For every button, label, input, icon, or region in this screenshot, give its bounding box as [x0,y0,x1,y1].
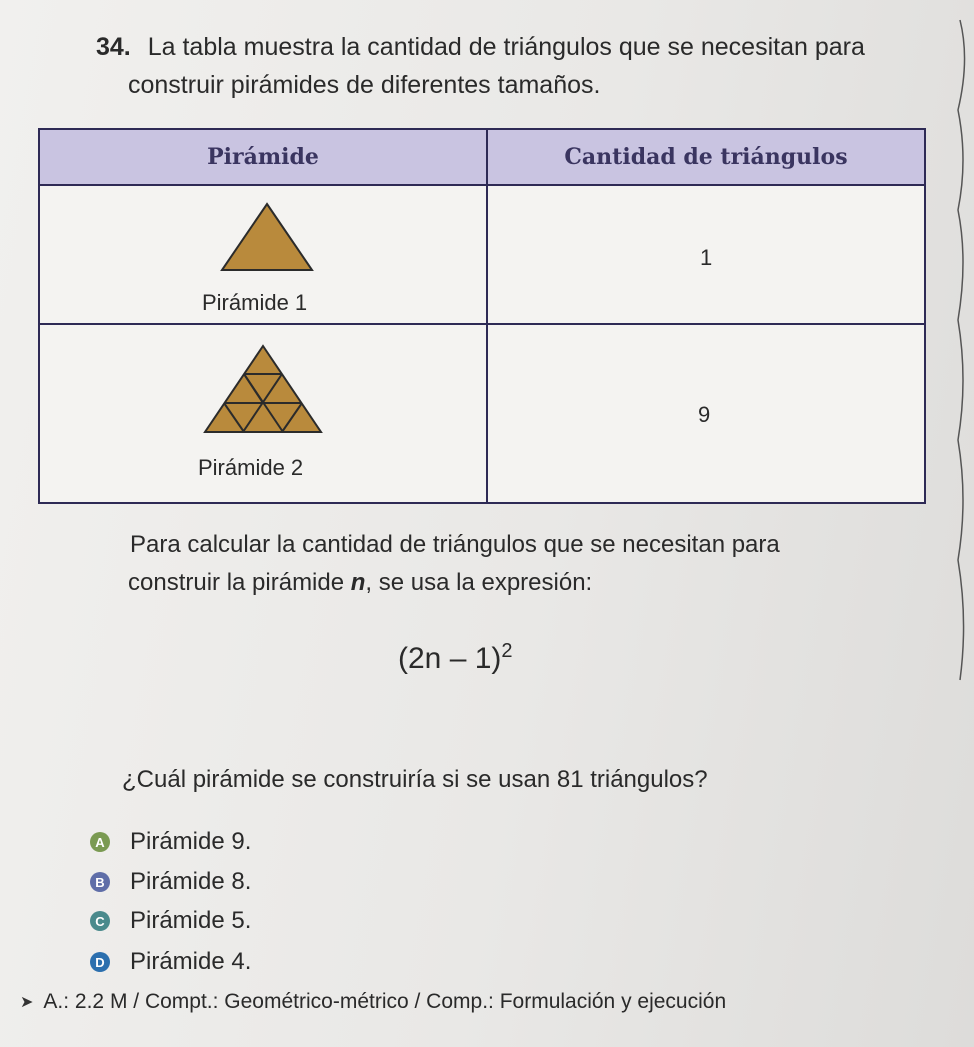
question-text-line1: La tabla muestra la cantidad de triángulos que se necesitan para [147,33,865,61]
pyramid-table [38,128,926,504]
option-d-text: Pirámide 4. [130,948,252,975]
paragraph-line2-start: construir la pirámide [128,569,351,596]
option-a-badge: A [90,832,110,852]
formula-exponent: 2 [501,640,513,662]
column-divider [486,184,488,502]
pyramid-1-label: Pirámide 1 [202,290,308,315]
pyramid-2-count: 9 [698,402,711,427]
paragraph-line1: Para calcular la cantidad de triángulos que se necesitan para [130,531,780,558]
expression-paragraph [130,526,950,602]
paragraph-line2 [128,564,950,602]
option-a-text: Pirámide 9. [130,828,252,855]
option-a[interactable] [90,828,251,856]
question-text-line2: construir pirámides de diferentes tamaños. [128,71,601,99]
pyramid-1-icon [220,202,314,272]
question-prompt: ¿Cuál pirámide se construiría si se usan 81 triángulos? [122,766,708,793]
formula [398,640,513,676]
row-divider [40,323,924,325]
option-d[interactable] [90,948,251,976]
footer-text: A.: 2.2 M / Compt.: Geométrico-métrico / Comp.: Formulación y ejecución [43,990,727,1013]
header-piramide: Pirámide [40,130,488,186]
option-c[interactable] [90,907,251,935]
paragraph-line2-end: , se usa la expresión: [365,569,593,596]
competency-footer [20,990,726,1014]
option-b-text: Pirámide 8. [130,868,252,895]
header-cantidad: Cantidad de triángulos [488,130,924,186]
page-curl-icon [946,0,974,1047]
option-c-badge: C [90,911,110,931]
pyramid-1-count: 1 [700,245,713,270]
option-c-text: Pirámide 5. [130,907,252,934]
formula-base: (2n – 1) [398,642,502,675]
option-b-badge: B [90,872,110,892]
question-number: 34. [96,33,131,61]
option-d-badge: D [90,952,110,972]
pyramid-2-icon [203,344,323,434]
variable-n: n [350,569,366,596]
arrow-right-icon: ➤ [20,994,34,1011]
question-header [96,28,865,104]
pyramid-2-label: Pirámide 2 [198,455,304,480]
option-b[interactable] [90,868,251,896]
